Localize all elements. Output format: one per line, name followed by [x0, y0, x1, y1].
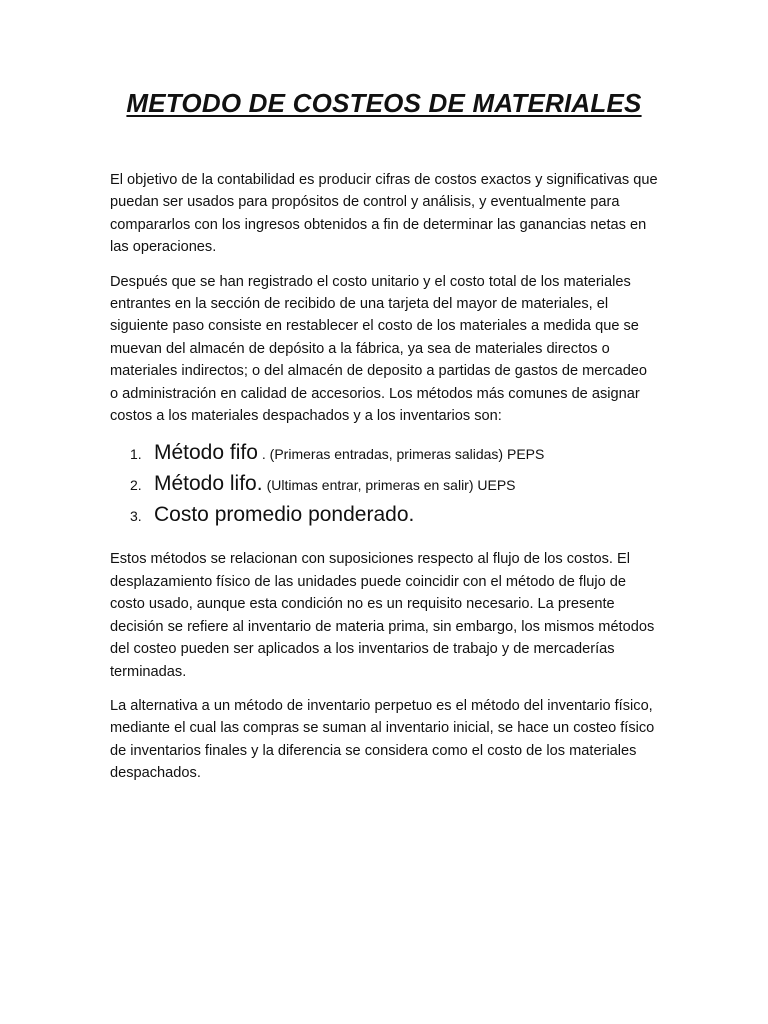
list-item-detail: (Ultimas entrar, primeras en salir) UEPS [266, 477, 516, 494]
list-item-detail: . (Primeras entradas, primeras salidas) PEPS [261, 446, 545, 463]
list-item-name: Método lifo. [154, 472, 263, 496]
page-title: METODO DE COSTEOS DE MATERIALES [126, 88, 642, 118]
list-item-name: Método fifo [154, 441, 258, 465]
paragraph-cost-registration: Después que se han registrado el costo unitario y el costo total de los materiales entrantes en la sección de recibido de una tarjeta del mayor de materiales, el siguiente paso consiste en restablecer el costo de los materiales a medida que se muevan del almacén de depósito a la fábrica, ya sea de materiales directos o materiales indirectos; o del almacén de deposito a partidas de gastos de mercadeo o administración en calidad de accesorios. Los métodos más comunes de asignar costos a los materiales despachados y a los inventarios son: [110, 273, 648, 425]
paragraph-physical-inventory: La alternativa a un método de inventario perpetuo es el método del inventario físico, mediante el cual las compras se suman al inventario inicial, se hace un costeo físico de inventarios finales y la diferencia se considera como el costo de los materiales despachados. [110, 697, 655, 782]
paragraph-objective: El objetivo de la contabilidad es producir cifras de costos exactos y significativas que puedan ser usados para propósitos de control y análisis, y eventualmente para compararlos con los ingresos obtenidos a fin de determinar las ganancias netas en las operaciones. [110, 172, 658, 256]
list-item-number: 1. [130, 446, 142, 463]
paragraph-cost-flow: Estos métodos se relacionan con suposiciones respecto al flujo de los costos. El desplazamiento físico de las unidades puede coincidir con el método de flujo de costo usado, aunque esta condición no es un requisito necesario. La presente decisión se refiere al inventario de materia prima, sin embargo, los mismos métodos del costeo pueden ser aplicados a los inventarios de trabajo y de mercaderías terminadas. [110, 551, 655, 680]
list-item-number: 2. [130, 477, 142, 494]
list-item-name: Costo promedio ponderado. [154, 503, 415, 527]
list-item [110, 472, 658, 503]
document-body [110, 169, 658, 797]
list-item [110, 441, 658, 472]
list-item [110, 503, 658, 534]
methods-list [110, 441, 658, 534]
list-item-number: 3. [130, 508, 142, 525]
